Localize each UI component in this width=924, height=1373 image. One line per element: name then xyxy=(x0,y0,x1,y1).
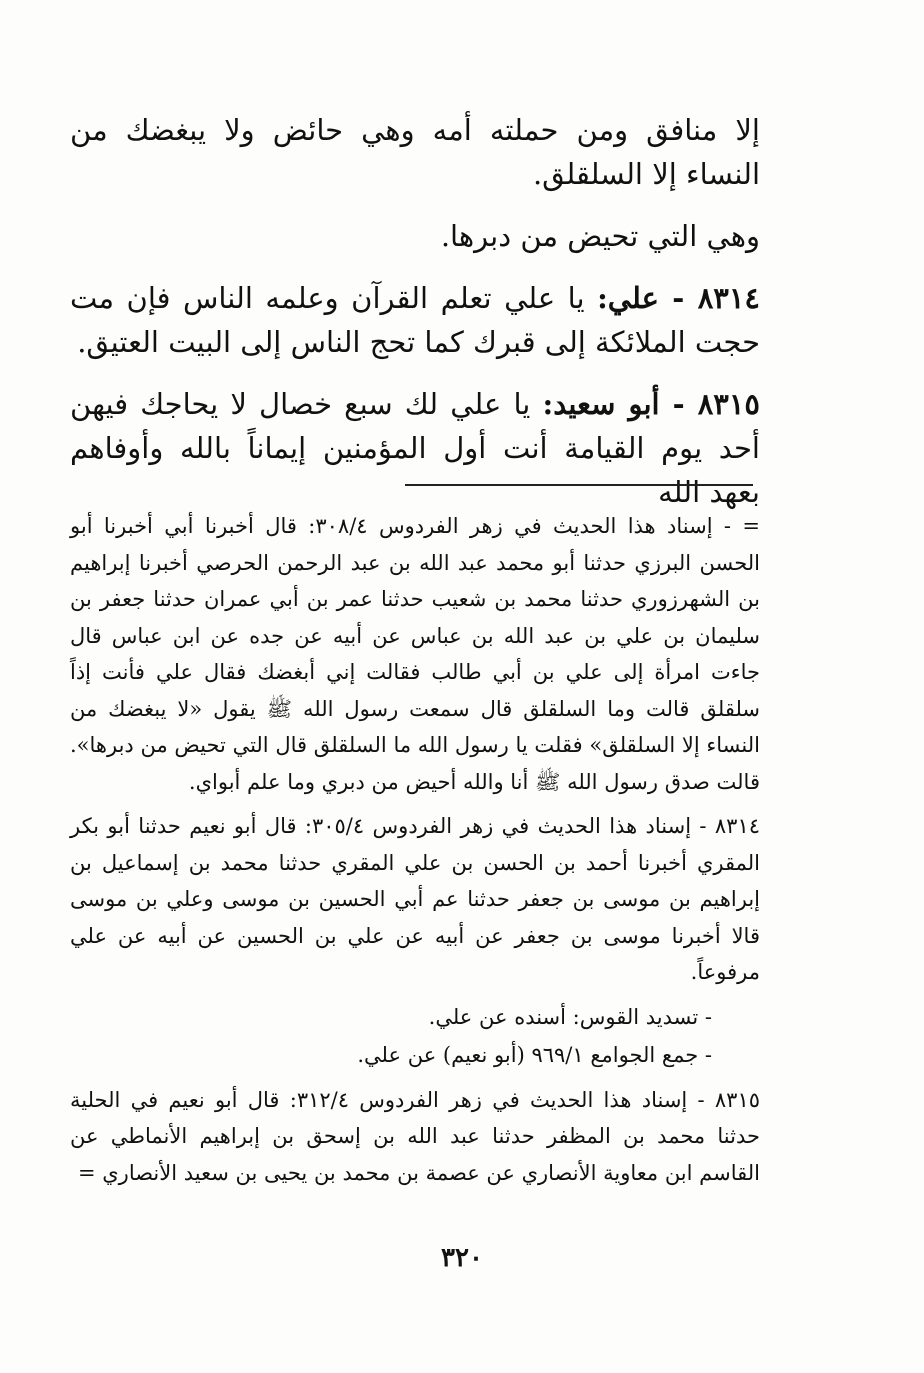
footnote-8314: ٨٣١٤ - إسناد هذا الحديث في زهر الفردوس ٣٠٥/٤: قال أبو نعيم حدثنا أبو بكر المقري أخبرنا أحمد بن الحسن بن علي المقري حدثنا محمد بن إسماعيل بن إبراهيم بن موسى بن جعفر حدثنا عم أبي الحسين بن موسى وعلي بن موسى قالا أخبرنا موسى بن جعفر عن أبيه عن علي بن الحسين عن أبيه عن علي مرفوعاً. xyxy=(70,814,761,984)
hadith-number: ٨٣١٤ - علي: xyxy=(597,281,761,315)
main-text xyxy=(70,108,760,532)
paragraph-continuation: إلا منافق ومن حملته أمه وهي حائض ولا يبغضك من النساء إلا السلقلق. xyxy=(70,113,760,191)
footnote-reference: - تسديد القوس: أسنده عن علي. xyxy=(428,1004,712,1029)
paragraph-explanation: وهي التي تحيض من دبرها. xyxy=(440,219,760,253)
hadith-8314 xyxy=(70,276,760,364)
footnote-8313: = - إسناد هذا الحديث في زهر الفردوس ٣٠٨/٤: قال أخبرنا أبي أخبرنا أبو الحسن البرزي حدثنا أبو محمد عبد الله بن عبد الرحمن الحرصي أخبرنا إبراهيم بن الشهرزوري حدثنا محمد بن شعيب حدثنا عمر بن أبي عمران حدثنا جعفر بن سليمان بن علي بن عبد الله بن عباس عن أبيه عن جده عن ابن عباس قال جاءت امرأة إلى علي بن أبي طالب فقالت إني أبغضك فقال علي فأنت إذاً سلقلق قالت وما السلقلق قال سمعت رسول الله ﷺ يقول «لا يبغضك من النساء إلا السلقلق» فقلت يا رسول الله ما السلقلق قال التي تحيض من دبرها». قالت صدق رسول الله ﷺ أنا والله أحيض من دبري وما علم أبواي. xyxy=(70,514,760,794)
hadith-text: يا علي لك سبع خصال لا يحاجك فيهن أحد يوم القيامة أنت أول المؤمنين إيماناً بالله وأوفاهم بعهد الله xyxy=(70,387,760,509)
footnotes xyxy=(70,508,760,1199)
hadith-number: ٨٣١٥ - أبو سعيد: xyxy=(542,387,761,421)
page-number: ٣٢٠ xyxy=(441,1243,483,1273)
footnote-reference: - جمع الجوامع ٩٦٩/١ (أبو نعيم) عن علي. xyxy=(357,1043,712,1067)
footnote-8315: ٨٣١٥ - إسناد هذا الحديث في زهر الفردوس ٣١٢/٤: قال أبو نعيم في الحلية حدثنا محمد بن المظفر حدثنا عبد الله بن إسحق بن إبراهيم الأنماطي عن القاسم ابن معاوية الأنصاري عن عصمة بن محمد بن يحيى بن سعيد الأنصاري = xyxy=(70,1087,761,1185)
hadith-text: يا علي تعلم القرآن وعلمه الناس فإن مت حجت الملائكة إلى قبرك كما تحج الناس إلى البيت العتيق. xyxy=(70,281,760,359)
footnote-separator xyxy=(405,484,753,486)
hadith-8315 xyxy=(70,382,760,514)
